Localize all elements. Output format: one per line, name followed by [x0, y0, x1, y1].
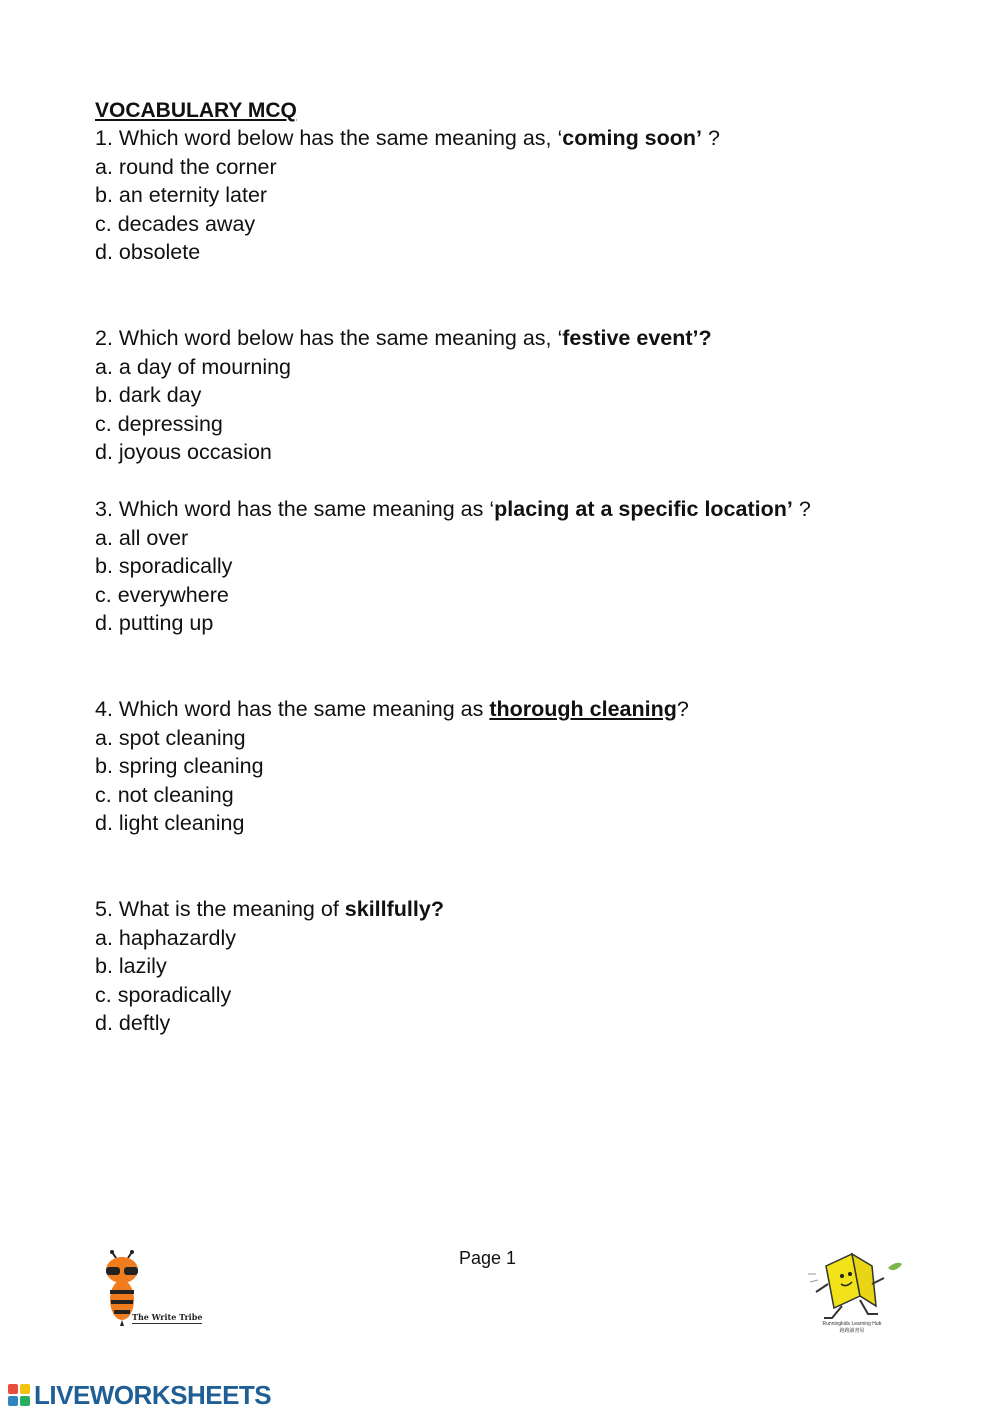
question-5: [95, 895, 965, 1038]
option-a[interactable]: a. all over: [95, 525, 189, 550]
question-stem: 1. Which word below has the same meaning as, ‘coming soon’ ?: [95, 126, 720, 150]
option-d[interactable]: d. deftly: [95, 1011, 171, 1036]
option-a[interactable]: a. round the corner: [95, 154, 277, 179]
option-d[interactable]: d. putting up: [95, 611, 214, 636]
question-stem: 5. What is the meaning of skillfully?: [95, 897, 444, 921]
option-a[interactable]: a. haphazardly: [95, 925, 237, 950]
question-1: [95, 124, 965, 267]
question-3: [95, 495, 965, 638]
option-a[interactable]: a. a day of mourning: [95, 354, 292, 379]
option-c[interactable]: c. not cleaning: [95, 782, 234, 807]
question-stem: 3. Which word has the same meaning as ‘placing at a specific location’ ?: [95, 497, 811, 521]
liveworksheets-logo-icon: [8, 1384, 30, 1406]
question-stem: 4. Which word has the same meaning as thorough cleaning?: [95, 697, 689, 721]
option-d[interactable]: d. obsolete: [95, 240, 201, 265]
option-b[interactable]: b. lazily: [95, 954, 167, 979]
option-c[interactable]: c. decades away: [95, 211, 256, 236]
option-b[interactable]: b. spring cleaning: [95, 754, 264, 779]
question-stem: 2. Which word below has the same meaning as, ‘festive event’?: [95, 326, 712, 350]
page-number: Page 1: [459, 1248, 517, 1268]
option-d[interactable]: d. light cleaning: [95, 811, 245, 836]
option-c[interactable]: c. sporadically: [95, 982, 232, 1007]
worksheet-title: VOCABULARY MCQ: [95, 99, 297, 122]
option-b[interactable]: b. sporadically: [95, 554, 233, 579]
question-4: [95, 695, 965, 838]
write-tribe-logo-text: The Write Tribe: [132, 1312, 203, 1322]
option-a[interactable]: a. spot cleaning: [95, 725, 246, 750]
option-b[interactable]: b. dark day: [95, 383, 202, 408]
liveworksheets-text: LIVEWORKSHEETS: [34, 1380, 272, 1410]
option-c[interactable]: c. everywhere: [95, 582, 229, 607]
question-2: [95, 324, 965, 467]
option-c[interactable]: c. depressing: [95, 411, 223, 436]
runningkids-logo-text: Runningkids Learning Hub 跑跑讀書屋: [822, 1321, 882, 1334]
option-b[interactable]: b. an eternity later: [95, 183, 268, 208]
option-d[interactable]: d. joyous occasion: [95, 440, 272, 465]
